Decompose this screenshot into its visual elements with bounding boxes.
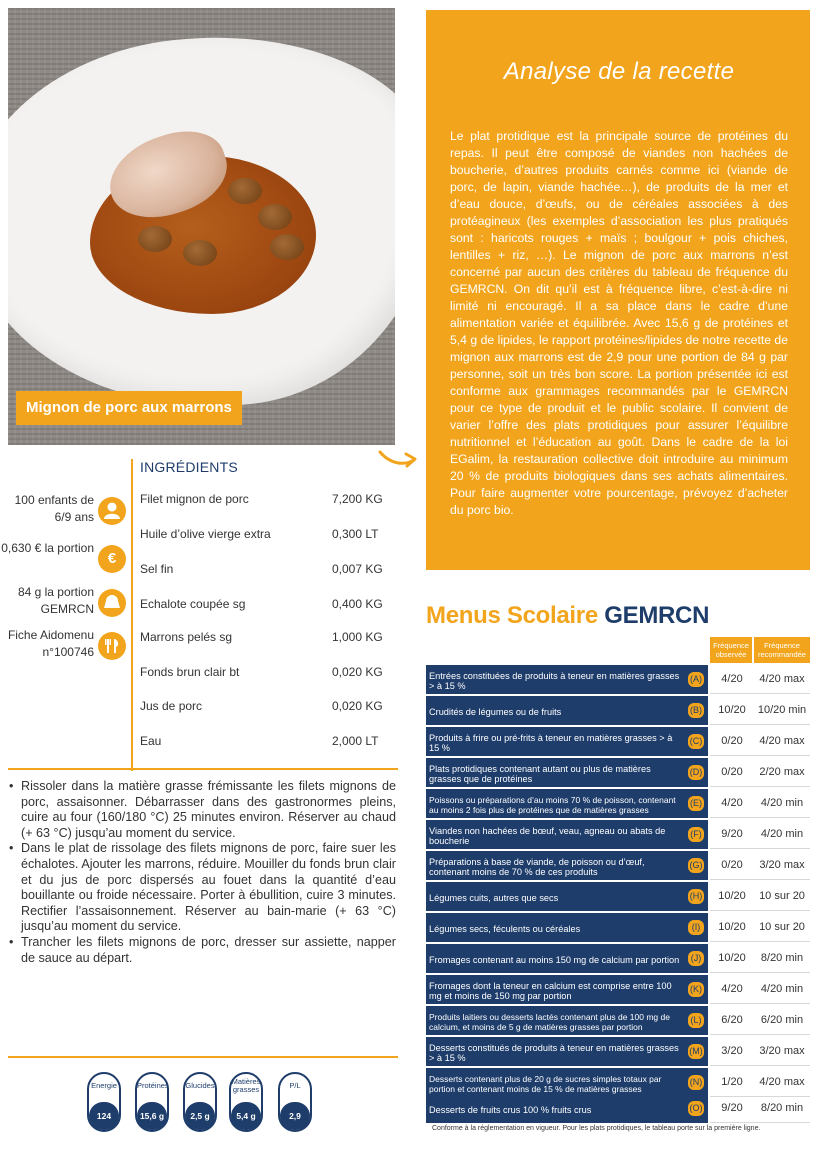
ingredient-name: Filet mignon de porc — [140, 492, 249, 506]
row-letter: (M) — [688, 1044, 704, 1059]
info-cost — [1, 540, 128, 580]
info-servings — [8, 492, 128, 532]
cutlery-icon — [98, 632, 126, 660]
preparation-steps — [8, 779, 396, 966]
step-item: • Dans le plat de rissolage des filets mignons de porc, faire suer les échalotes. Ajouter les marrons, réduire. Mouiller du fonds brun clair et du jus de porc dispersés au fouet dans la quantité d’eau bouillante ou froide nécessaire. Porter à ébullition, cuire 3 minutes. Rectifier l’assaisonnement. Réserver au bain-marie (+ 63 °C) jusqu’au moment du service. — [8, 841, 396, 935]
row-recommended: 4/20 max — [754, 727, 810, 756]
row-recommended: 4/20 max — [754, 1068, 810, 1097]
row-letter: (D) — [688, 765, 704, 780]
row-observed: 6/20 — [710, 1006, 754, 1035]
analysis-text: Le plat protidique est la principale source de protéines du repas. Il peut être composé de viandes non hachées de boucherie, d’autres produits carnés comme ici (viande de porc, de lapin, viande hachée…), de produits de la mer et d’eau douce, d’œufs, ou de céréales associées à des protéagineux (les exemples d’association les plus pratiqués sont : haricots rouges + maïs ; boulgour + pois chiches, lentilles + riz, …). Le mignon de porc aux marrons n’est concerné par aucun des critères du tableau de fréquence du GEMRCN. On dit qu’il est à fréquence libre, c’est-à-dire ni limité ni encouragé. Il a sa place dans le cadre d’une alimentation variée et équilibrée. Avec 15,6 g de protéines et 5,4 g de lipides, le rapport protéines/lipides de notre recette de mignon aux marrons est de 2,9 pour une portion de 84 g par personne, soit un très bon score. La portion présentée ici est conforme aux grammages recommandés par le GEMRCN pour ce type de produit et le public scolaire. Il convient de varier l’offre des plats protidiques pour assurer l’équilibre nutritionnel et l’éducation au goût. Dans le cadre de la loi EGalim, la restauration collective doit introduire au minimum 20 % de produits biologiques dans ses achats alimentaires. Pour faire augmenter votre pourcentage, prévoyez d’acheter du porc bio. — [450, 129, 788, 517]
analysis-title: Analyse de la recette — [503, 58, 735, 85]
ingredient-qty: 0,400 KG — [332, 597, 383, 611]
row-observed: 4/20 — [710, 789, 754, 818]
ingredient-name: Echalote coupée sg — [140, 597, 246, 611]
table-row — [426, 789, 810, 818]
row-observed: 0/20 — [710, 727, 754, 756]
row-letter: (A) — [688, 672, 704, 687]
table-note: Conforme à la réglementation en vigueur. Pour les plats protidiques, le tableau porte sur la première ligne. — [432, 1125, 761, 1132]
row-letter: (B) — [688, 703, 704, 718]
ingredient-row — [140, 699, 390, 717]
row-recommended: 4/20 min — [754, 789, 810, 818]
row-observed: 10/20 — [710, 944, 754, 973]
row-label: Fromages dont la teneur en calcium est comprise entre 100 mg et moins de 150 mg par portion — [426, 975, 684, 1004]
row-observed: 10/20 — [710, 913, 754, 942]
row-label: Viandes non hachées de bœuf, veau, agneau ou abats de boucherie — [426, 820, 684, 849]
row-recommended: 4/20 max — [754, 665, 810, 694]
table-row — [426, 851, 810, 880]
row-label: Entrées constituées de produits à teneur en matières grasses > à 15 % — [426, 665, 684, 694]
ingredient-qty: 0,020 KG — [332, 665, 383, 679]
row-observed: 1/20 — [710, 1068, 754, 1097]
row-recommended: 10/20 min — [754, 696, 810, 725]
ingredient-row — [140, 562, 390, 580]
row-recommended: 3/20 max — [754, 1037, 810, 1066]
row-letter: (K) — [688, 982, 704, 997]
ingredient-name: Jus de porc — [140, 699, 203, 713]
info-text: 84 g la portion GEMRCN — [17, 585, 94, 616]
row-label: Desserts contenant plus de 20 g de sucres simples totaux par portion et contenant moins de 15 % de matières grasses — [426, 1068, 684, 1097]
chestnut — [258, 204, 292, 230]
ingredient-name: Sel fin — [140, 562, 174, 576]
nutrition-carbs — [183, 1072, 217, 1132]
menus-title-part1: Menus Scolaire — [426, 602, 598, 629]
row-observed: 4/20 — [710, 975, 754, 1004]
nutrition-value: 2,5 g — [185, 1102, 215, 1130]
analysis-box — [426, 10, 810, 570]
step-item: • Rissoler dans la matière grasse frémissante les filets mignons de porc, assaisonner. Débarrasser dans des gastronormes pleins, cuire au four (160/180 °C) 25 minutes environ. Réserver au chaud (+ 63 °C) jusqu’au moment du service. — [8, 779, 396, 841]
ingredient-row — [140, 630, 390, 648]
row-recommended: 6/20 min — [754, 1006, 810, 1035]
table-row — [426, 1068, 810, 1097]
divider — [131, 459, 133, 771]
row-letter: (F) — [688, 827, 704, 842]
menus-title — [426, 602, 709, 630]
ingredient-row — [140, 527, 390, 545]
row-label: Plats protidiques contenant autant ou plus de matières grasses que de protéines — [426, 758, 684, 787]
table-row — [426, 696, 810, 725]
row-label: Fromages contenant au moins 150 mg de calcium par portion — [426, 944, 684, 973]
row-observed: 10/20 — [710, 882, 754, 911]
ingredients-title: INGRÉDIENTS — [140, 459, 238, 475]
row-observed: 0/20 — [710, 758, 754, 787]
row-observed: 0/20 — [710, 851, 754, 880]
row-letter: (E) — [688, 796, 704, 811]
row-recommended: 4/20 min — [754, 820, 810, 849]
ingredient-name: Huile d’olive vierge extra — [140, 527, 271, 541]
row-observed: 3/20 — [710, 1037, 754, 1066]
dish-name-label: Mignon de porc aux marrons — [16, 391, 242, 425]
nutrition-value: 2,9 — [280, 1102, 310, 1130]
chestnut — [270, 234, 304, 260]
info-text: 0,630 € la portion — [1, 541, 94, 555]
ingredient-qty: 2,000 LT — [332, 734, 379, 748]
row-observed: 10/20 — [710, 696, 754, 725]
row-label: Préparations à base de viande, de poisson ou d’œuf, contenant moins de 70 % de ces produits — [426, 851, 684, 880]
info-text: Fiche Aidomenu n°100746 — [7, 628, 94, 659]
nutrition-energy — [87, 1072, 121, 1149]
nutrition-label: P/L — [289, 1081, 301, 1090]
row-recommended: 10 sur 20 — [754, 882, 810, 911]
table-row — [426, 1094, 810, 1123]
chestnut — [228, 178, 262, 204]
row-observed: 9/20 — [710, 1094, 754, 1123]
ingredient-row — [140, 734, 390, 752]
chestnut — [138, 226, 172, 252]
row-label: Légumes secs, féculents ou céréales — [426, 913, 684, 942]
nutrition-ratio — [278, 1072, 312, 1132]
row-recommended: 4/20 min — [754, 975, 810, 1004]
info-sheet — [8, 627, 128, 667]
step-item: • Trancher les filets mignons de porc, dresser sur assiette, napper de sauce au départ. — [8, 935, 396, 966]
ingredient-name: Fonds brun clair bt — [140, 665, 240, 679]
row-recommended: 8/20 min — [754, 944, 810, 973]
ingredient-name: Marrons pelés sg — [140, 630, 233, 644]
ingredient-name: Eau — [140, 734, 162, 748]
table-row — [426, 820, 810, 849]
row-recommended: 10 sur 20 — [754, 913, 810, 942]
ingredient-row — [140, 597, 390, 615]
info-portion — [8, 584, 128, 624]
table-row — [426, 882, 810, 911]
row-label: Légumes cuits, autres que secs — [426, 882, 684, 911]
ingredient-qty: 7,200 KG — [332, 492, 383, 506]
divider — [8, 1056, 398, 1058]
row-label: Produits laitiers ou desserts lactés contenant plus de 100 mg de calcium, et moins de 5 g de matières grasses par portion — [426, 1006, 684, 1035]
divider — [8, 768, 398, 770]
nutrition-label: Protéines — [137, 1081, 169, 1090]
row-observed: 4/20 — [710, 665, 754, 694]
row-recommended: 3/20 max — [754, 851, 810, 880]
header-recommended: Fréquence recommandée — [754, 637, 810, 663]
table-row — [426, 727, 810, 756]
row-letter: (I) — [688, 920, 704, 935]
row-label: Poissons ou préparations d’au moins 70 % de poisson, contenant au moins 2 fois plus de protéines que de matières grasses — [426, 789, 684, 818]
table-row — [426, 975, 810, 1004]
dish-photo — [8, 8, 395, 445]
row-letter: (N) — [688, 1075, 704, 1090]
chestnut — [183, 240, 217, 266]
table-row — [426, 944, 810, 973]
euro-icon: € — [98, 545, 126, 573]
ingredient-qty: 0,020 KG — [332, 699, 383, 713]
row-recommended: 8/20 min — [754, 1094, 810, 1123]
nutrition-value: 5,4 g — [231, 1102, 261, 1130]
nutrition-fat — [229, 1072, 263, 1132]
ingredient-row — [140, 492, 390, 510]
table-row — [426, 1037, 810, 1066]
table-row — [426, 665, 810, 694]
row-recommended: 2/20 max — [754, 758, 810, 787]
nutrition-value: 124 kcal — [89, 1102, 119, 1130]
nutrition-value: 15,6 g — [137, 1102, 167, 1130]
row-letter: (O) — [688, 1101, 704, 1116]
nutrition-label: Energie — [91, 1081, 117, 1090]
row-observed: 9/20 — [710, 820, 754, 849]
menus-title-part2: GEMRCN — [604, 602, 710, 629]
row-letter: (H) — [688, 889, 704, 904]
row-letter: (L) — [688, 1013, 704, 1028]
row-label: Produits à frire ou pré-frits à teneur en matières grasses > à 15 % — [426, 727, 684, 756]
nutrition-label: Matières grasses — [231, 1077, 261, 1094]
row-letter: (J) — [688, 951, 704, 966]
row-label: Desserts constitués de produits à teneur en matières grasses > à 15 % — [426, 1037, 684, 1066]
header-observed: Fréquence observée — [710, 637, 752, 663]
row-label: Desserts de fruits crus 100 % fruits crus — [426, 1094, 684, 1123]
row-letter: (G) — [688, 858, 704, 873]
table-row — [426, 913, 810, 942]
ingredient-qty: 1,000 KG — [332, 630, 383, 644]
person-icon — [98, 497, 126, 525]
ingredient-qty: 0,300 LT — [332, 527, 379, 541]
ingredient-qty: 0,007 KG — [332, 562, 383, 576]
arrow-icon — [376, 446, 420, 472]
scale-icon — [98, 589, 126, 617]
row-letter: (C) — [688, 734, 704, 749]
nutrition-protein — [135, 1072, 169, 1132]
ingredient-row — [140, 665, 390, 683]
row-label: Crudités de légumes ou de fruits — [426, 696, 684, 725]
nutrition-label: Glucides — [185, 1081, 215, 1090]
table-row — [426, 1006, 810, 1035]
table-row — [426, 758, 810, 787]
info-text: 100 enfants de 6/9 ans — [14, 493, 94, 524]
